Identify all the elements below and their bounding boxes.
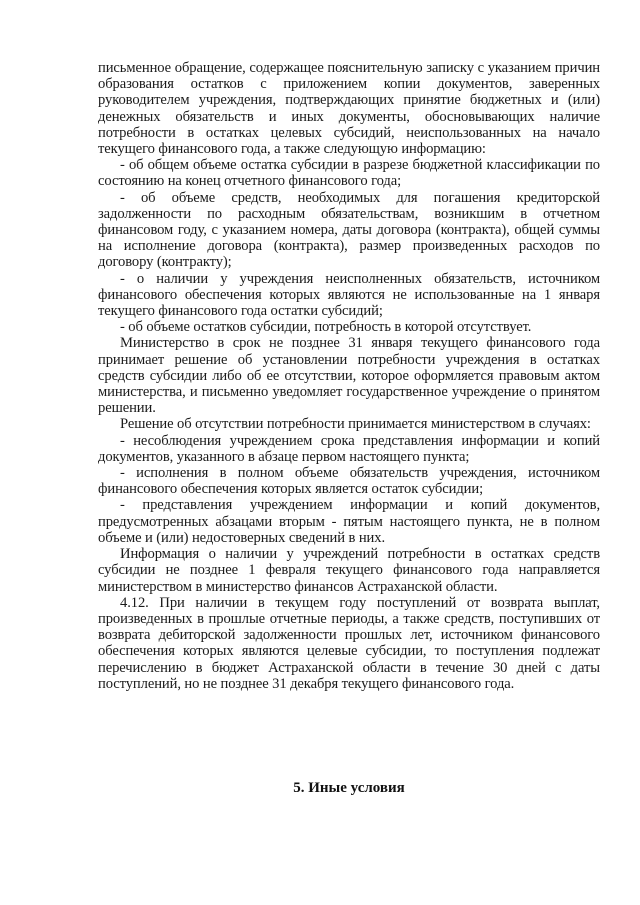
paragraph-absence-decision: Решение об отсутствии потребности принимается министерством в случаях: (120, 416, 591, 433)
section-title: 5. Иные условия (293, 780, 405, 796)
paragraph-clause-4-12: 4.12. При наличии в текущем году поступлений от возврата выплат, произведенных в прошлые отчетные периоды, а также средств, поступивших от возврата дебиторской задолженности прошлых лет, источником финансового обеспечения которых являются целевые субсидии, то поступления подлежат перечислению в бюджет Астраханской области в течение 30 дней с даты поступлений, но не позднее 31 декабря текущего финансового года. (98, 594, 600, 692)
list-item-deadline-violation: - несоблюдения учреждением срока представления информации и копий документов, указанного в абзаце первом настоящего пункта; (98, 432, 600, 465)
list-item-unfulfilled-obligations: - о наличии у учреждения неисполненных обязательств, источником финансового обеспечения которых являются не использованные на 1 января текущего финансового года остатки субсидий; (98, 270, 600, 320)
list-item-full-execution: - исполнения в полном объеме обязательств учреждения, источником финансового обеспечения которых является остаток субсидии; (98, 465, 600, 498)
paragraph-ministry-decision: Министерство в срок не позднее 31 января текущего финансового года принимает решение об установлении потребности учреждения в остатках средств субсидии либо об ее отсутствии, которое оформляется правовым актом министерства, и письменно уведомляет государственное учреждение о принятом решении. (98, 335, 600, 417)
list-item-payables: - об объеме средств, необходимых для погашения кредиторской задолженности по расходным обязательствам, возникшим в отчетном финансовом году, с указанием номера, даты договора (контракта), общей суммы на исполнение договора (контракта), размер произведенных расходов по договору (контракту); (98, 189, 600, 271)
list-item-no-need-balance: - об объеме остатков субсидии, потребность в которой отсутствует. (120, 319, 532, 336)
paragraph-info-to-finance-ministry: Информация о наличии у учреждений потребности в остатках средств субсидии не позднее 1 февраля текущего финансового года направляется министерством в министерство финансов Астраханской области. (98, 546, 600, 595)
list-item-total-balance: - об общем объеме остатка субсидии в разрезе бюджетной классификации по состоянию на конец отчетного финансового года; (98, 157, 600, 190)
document-body (98, 60, 600, 692)
list-item-incomplete-info: - представления учреждением информации и копий документов, предусмотренных абзацами вторым - пятым настоящего пункта, не в полном объеме и (или) недостоверных сведений в них. (98, 497, 600, 546)
paragraph-written-request: письменное обращение, содержащее пояснительную записку с указанием причин образования остатков с приложением копии документов, заверенных руководителем учреждения, подтверждающих принятие бюджетных и (или) денежных обязательств и иных документы, обосновывающих наличие потребности в остатках целевых субсидий, неиспользованных на начало текущего финансового года, а также следующую информацию: (98, 60, 600, 158)
